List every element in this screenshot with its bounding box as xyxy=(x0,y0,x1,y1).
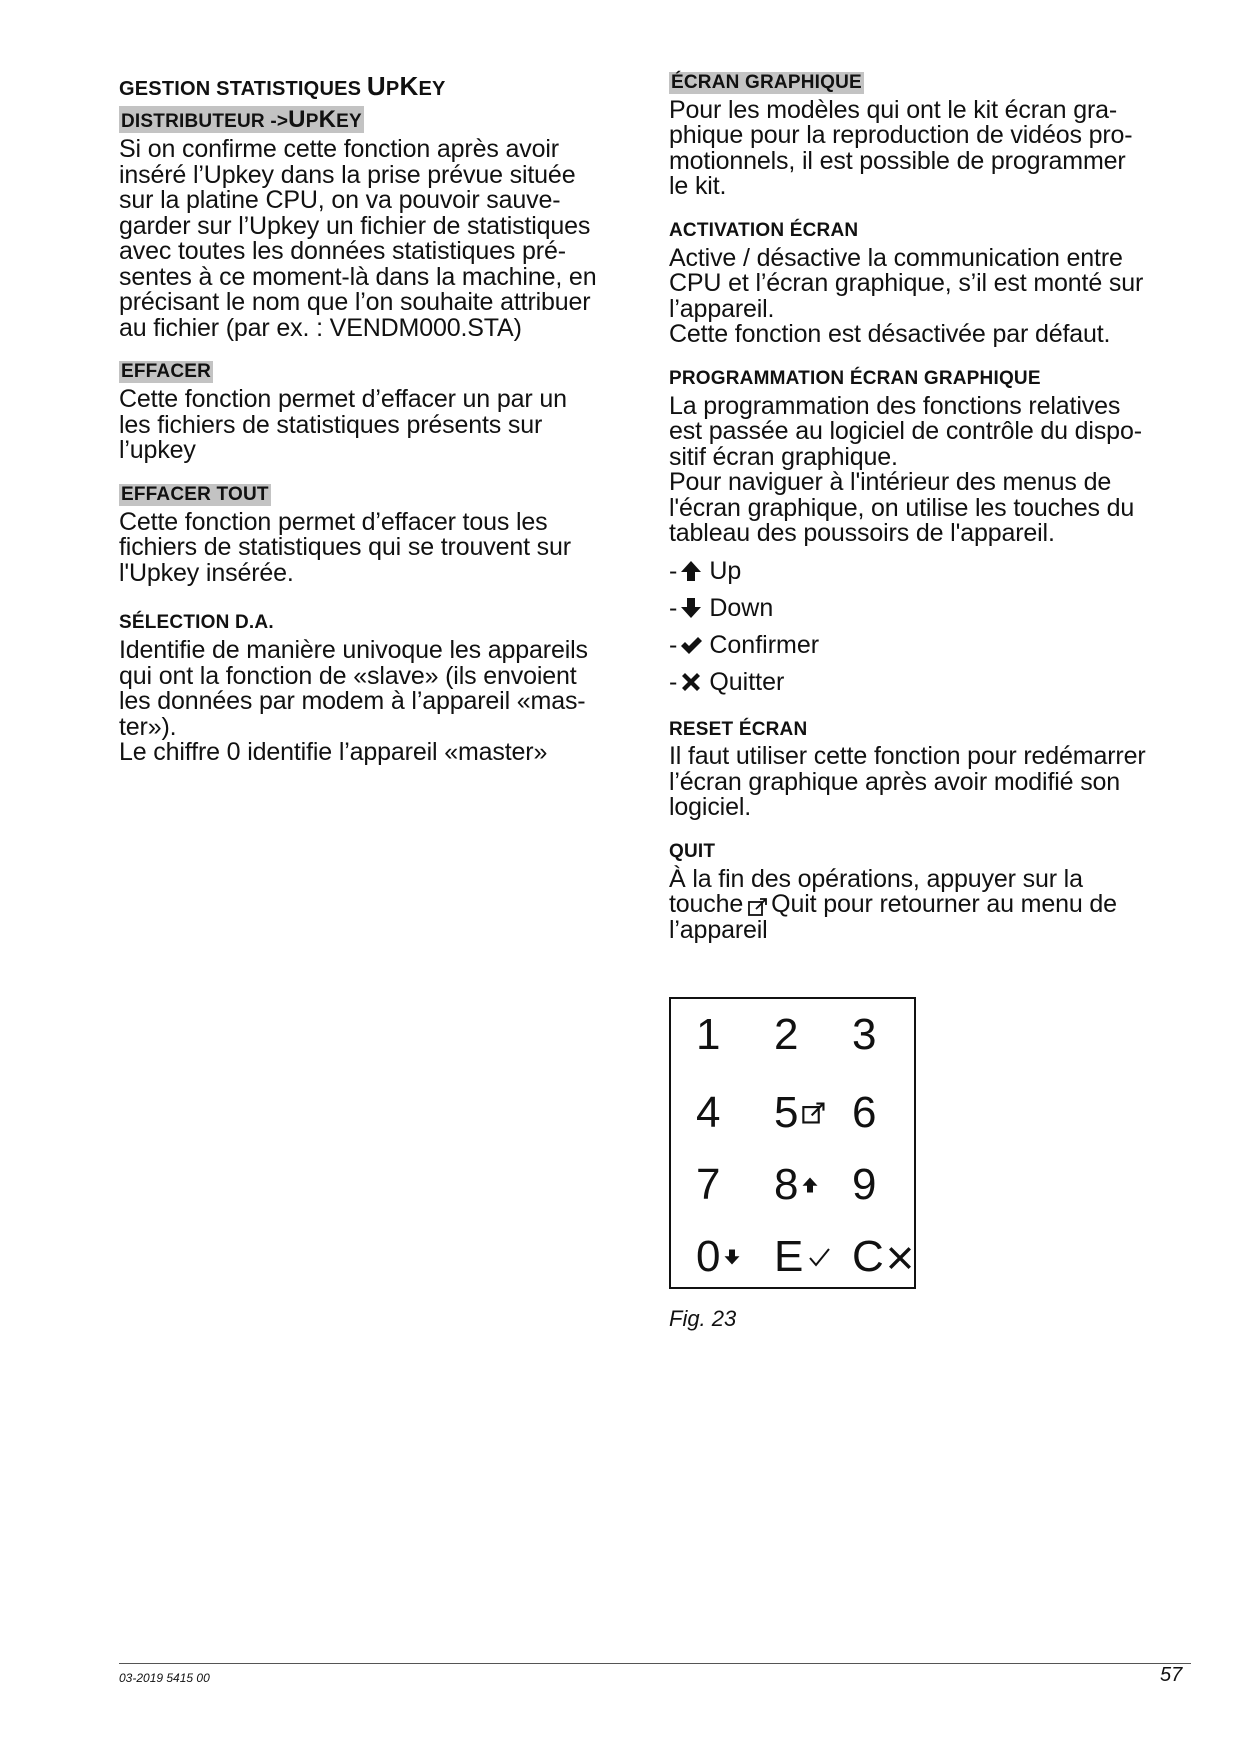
text-line: sitif écran graphique. xyxy=(669,442,898,471)
arrow-up-icon xyxy=(801,1174,819,1196)
exit-icon xyxy=(747,896,769,918)
text-line: les fichiers de statistiques présents sur xyxy=(119,410,543,439)
text-line: est passée au logiciel de contrôle du dispo- xyxy=(669,417,1142,446)
text-line: Pour naviguer à l'intérieur des menus de xyxy=(669,468,1112,497)
keypad-key-3 xyxy=(852,1010,877,1059)
paragraph-distributeur-upkey xyxy=(119,137,644,341)
left-column xyxy=(119,72,644,786)
key-label: 7 xyxy=(696,1160,721,1209)
right-column xyxy=(669,72,1197,944)
keypad-key-9 xyxy=(852,1160,877,1209)
list-dash: - xyxy=(669,556,678,585)
text-line: ter»). xyxy=(119,712,177,741)
text-line: Cette fonction permet d’effacer tous les xyxy=(119,507,548,536)
key-label: 4 xyxy=(696,1088,721,1137)
list-item xyxy=(669,627,1197,664)
text-line: garder sur l’Upkey un fichier de statistiques xyxy=(119,211,591,240)
subsection-title-quit: QUIT xyxy=(669,840,716,862)
text-line: Active / désactive la communication entre xyxy=(669,243,1123,272)
title-text: K xyxy=(318,105,337,133)
key-label: 3 xyxy=(852,1010,877,1059)
title-text: U xyxy=(288,105,306,133)
text-line: Pour les modèles qui ont le kit écran gra- xyxy=(669,95,1118,124)
key-label: Down xyxy=(709,593,774,622)
exit-icon xyxy=(801,1100,827,1126)
key-label: 1 xyxy=(696,1010,721,1059)
text-line: l’écran graphique après avoir modifié son xyxy=(669,767,1121,796)
key-label: Confirmer xyxy=(709,630,820,659)
text-line: précisant le nom que l’on souhaite attribuer xyxy=(119,288,591,317)
title-text: DISTRIBUTEUR -> xyxy=(121,110,289,132)
key-label: 0 xyxy=(696,1232,721,1281)
arrow-up-icon xyxy=(679,559,703,583)
title-text: GESTION STATISTIQUES xyxy=(119,78,367,100)
paragraph-ecran-graphique xyxy=(669,95,1197,201)
text-line: CPU et l’écran graphique, s’il est monté sur xyxy=(669,269,1144,298)
title-text: P xyxy=(385,78,400,100)
section-title-ecran-graphique: ÉCRAN GRAPHIQUE xyxy=(671,72,862,93)
text-line: inséré l’Upkey dans la prise prévue située xyxy=(119,160,576,189)
check-icon xyxy=(806,1245,832,1269)
title-text: U xyxy=(366,71,386,101)
text-line: Cette fonction est désactivée par défaut. xyxy=(669,320,1111,349)
arrow-down-icon xyxy=(723,1246,741,1268)
text-line: fichiers de statistiques qui se trouvent sur xyxy=(119,533,571,562)
text-line: l’appareil. xyxy=(669,294,775,323)
list-item xyxy=(669,553,1197,590)
key-label: 5 xyxy=(774,1088,799,1137)
paragraph-quit xyxy=(669,864,1197,945)
text-line: l’upkey xyxy=(119,436,196,465)
title-text: EY xyxy=(336,110,362,132)
text-line: l’appareil xyxy=(669,916,768,945)
list-item xyxy=(669,590,1197,627)
text-line: La programmation des fonctions relatives xyxy=(669,391,1121,420)
subsection-title-effacer-tout: EFFACER TOUT xyxy=(121,483,269,505)
text-line: qui ont la fonction de «slave» (ils envoient xyxy=(119,661,577,690)
text-line: avec toutes les données statistiques pré- xyxy=(119,237,566,266)
text-line: l'écran graphique, on utilise les touches du xyxy=(669,493,1135,522)
keypad-key-e xyxy=(774,1232,832,1281)
subsection-title-distributeur-upkey xyxy=(119,106,364,134)
text-line: Si on confirme cette fonction après avoir xyxy=(119,135,559,164)
keypad-figure xyxy=(669,997,916,1289)
title-text: EY xyxy=(418,78,446,100)
key-label: 6 xyxy=(852,1088,877,1137)
page-number: 57 xyxy=(1160,1664,1183,1686)
paragraph-programmation xyxy=(669,391,1197,548)
text-fragment: touche xyxy=(669,890,744,919)
keypad-key-8 xyxy=(774,1160,819,1209)
text-line: tableau des poussoirs de l'appareil. xyxy=(669,519,1055,548)
figure-caption: Fig. 23 xyxy=(669,1306,737,1331)
text-line: motionnels, il est possible de programmer xyxy=(669,146,1126,175)
footer-divider xyxy=(119,1663,1191,1664)
text-line: l'Upkey insérée. xyxy=(119,558,294,587)
subsection-title-reset-ecran: RESET ÉCRAN xyxy=(669,718,808,740)
list-dash: - xyxy=(669,667,678,696)
text-line: les données par modem à l’appareil «mas- xyxy=(119,687,586,716)
text-line: sur la platine CPU, on va pouvoir sauve- xyxy=(119,186,561,215)
keypad-key-4 xyxy=(696,1088,721,1137)
key-label: 2 xyxy=(774,1010,799,1059)
text-line: le kit. xyxy=(669,172,727,201)
text-line: phique pour la reproduction de vidéos pro- xyxy=(669,121,1133,150)
subsection-title-programmation: PROGRAMMATION ÉCRAN GRAPHIQUE xyxy=(669,367,1041,389)
list-item xyxy=(669,664,1197,701)
key-label: E xyxy=(774,1232,804,1281)
keypad-key-6 xyxy=(852,1088,877,1137)
key-label: C xyxy=(852,1232,884,1281)
document-code: 03-2019 5415 00 xyxy=(119,1671,210,1685)
x-icon xyxy=(887,1244,913,1270)
list-dash: - xyxy=(669,593,678,622)
key-label: Quitter xyxy=(709,667,785,696)
text-line: Il faut utiliser cette fonction pour redémarrer xyxy=(669,742,1146,771)
key-label: Up xyxy=(709,556,742,585)
text-line: logiciel. xyxy=(669,793,752,822)
text-line: Le chiffre 0 identifie l’appareil «master» xyxy=(119,738,548,767)
check-icon xyxy=(679,633,703,657)
text-line xyxy=(669,892,1197,918)
title-text: K xyxy=(399,71,419,101)
paragraph-effacer xyxy=(119,387,644,464)
text-line: sentes à ce moment-là dans la machine, en xyxy=(119,262,597,291)
keypad-key-0 xyxy=(696,1232,741,1281)
text-line: au fichier (par ex. : VENDM000.STA) xyxy=(119,313,522,342)
subsection-title-selection-da: SÉLECTION D.A. xyxy=(119,612,274,634)
text-line: Identifie de manière univoque les appareils xyxy=(119,636,588,665)
text-line: Cette fonction permet d’effacer un par un xyxy=(119,385,567,414)
keypad-key-7 xyxy=(696,1160,721,1209)
subsection-title-effacer: EFFACER xyxy=(121,361,212,383)
paragraph-effacer-tout xyxy=(119,507,644,587)
paragraph-reset-ecran xyxy=(669,744,1197,821)
text-line: À la fin des opérations, appuyer sur la xyxy=(669,864,1083,893)
list-dash: - xyxy=(669,630,678,659)
paragraph-activation-ecran xyxy=(669,243,1197,349)
section-title-gestion-statistiques xyxy=(119,72,446,102)
x-icon xyxy=(679,670,703,694)
subsection-title-activation-ecran: ACTIVATION ÉCRAN xyxy=(669,219,859,241)
arrow-down-icon xyxy=(679,596,703,620)
title-text: P xyxy=(305,110,319,132)
keypad-key-5 xyxy=(774,1088,827,1137)
keypad-key-c xyxy=(852,1232,913,1281)
key-label: 8 xyxy=(774,1160,799,1209)
keypad-key-1 xyxy=(696,1010,721,1059)
navigation-key-list xyxy=(669,553,1197,701)
keypad-key-2 xyxy=(774,1010,799,1059)
paragraph-selection-da xyxy=(119,638,644,766)
text-fragment: Quit pour retourner au menu de xyxy=(771,890,1117,919)
key-label: 9 xyxy=(852,1160,877,1209)
